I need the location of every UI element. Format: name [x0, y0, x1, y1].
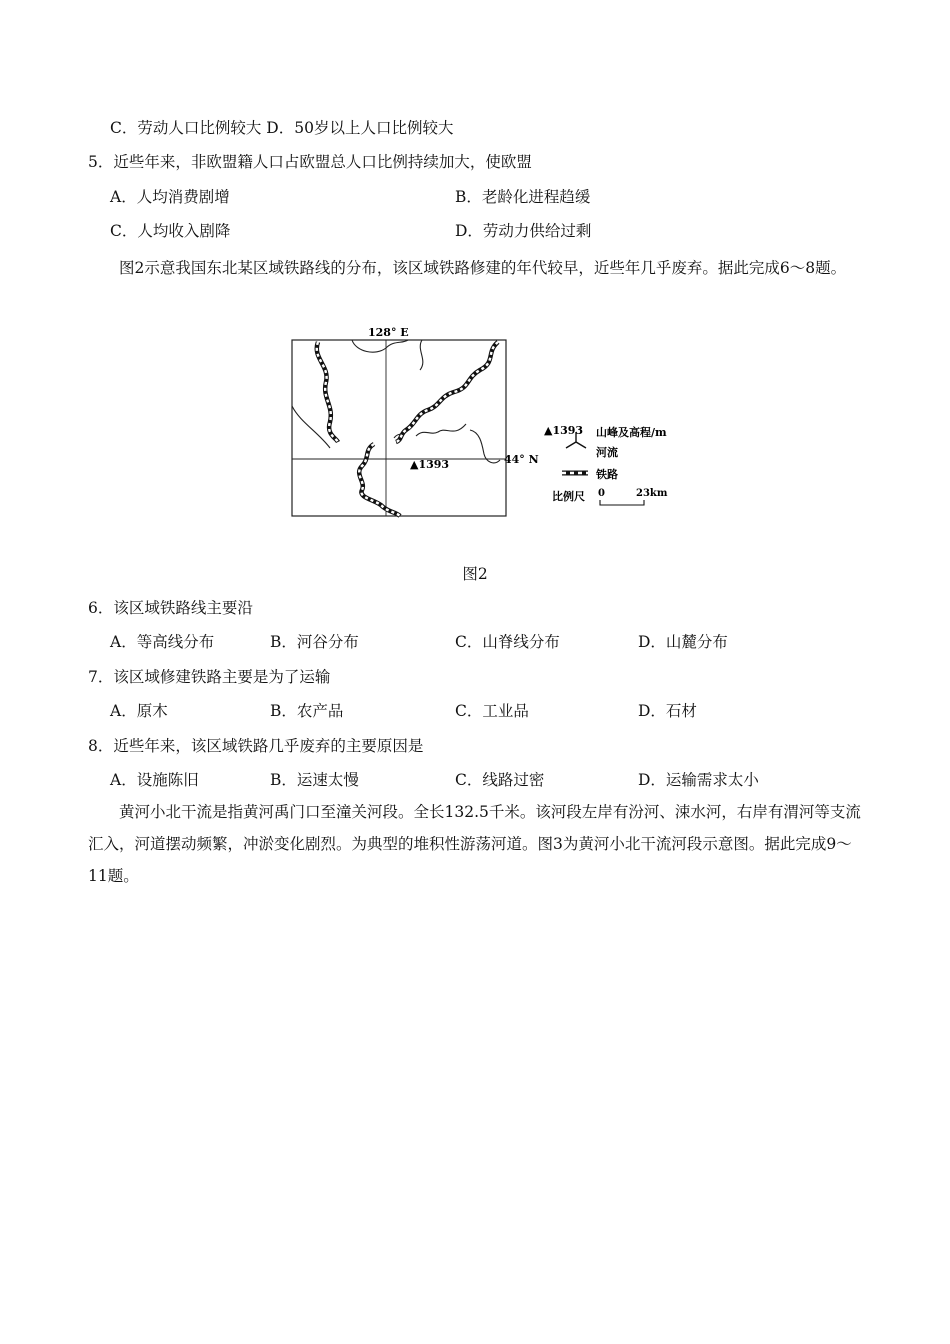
railways	[317, 342, 498, 516]
q7-stem: 7．该区域修建铁路主要是为了运输	[88, 668, 331, 686]
map-svg	[290, 326, 690, 526]
intro-6-8: 图2示意我国东北某区域铁路线的分布，该区域铁路修建的年代较早，近些年几乎废弃。据此完成6～8题。	[119, 259, 847, 277]
river-northeast	[420, 340, 423, 370]
q8-option-c: C．线路过密	[455, 771, 545, 789]
river-north	[352, 340, 408, 352]
railway-south	[359, 444, 400, 516]
q6-option-d: D．山麓分布	[638, 633, 728, 651]
q7-option-b: B．农产品	[270, 702, 344, 720]
q5-option-d: D．劳动力供给过剩	[455, 222, 592, 240]
scale-bar	[600, 500, 644, 505]
q5-stem: 5．近些年来，非欧盟籍人口占欧盟总人口比例持续加大，使欧盟	[88, 153, 532, 171]
q5-option-c: C．人均收入剧降	[110, 222, 231, 240]
scale-zero: 0	[598, 488, 605, 499]
latitude-label: 44° N	[504, 453, 539, 466]
longitude-label: 128° E	[368, 326, 409, 339]
map-legend	[544, 424, 668, 505]
q7-option-a: A．原木	[110, 702, 168, 720]
legend-peak-label: 山峰及高程/m	[596, 426, 667, 439]
rivers	[292, 340, 500, 463]
q6-stem: 6．该区域铁路线主要沿	[88, 599, 253, 617]
railway-northeast	[396, 342, 498, 442]
legend-scale-label: 比例尺	[552, 490, 585, 503]
q6-option-a: A．等高线分布	[110, 633, 215, 651]
railway-northwest	[317, 342, 338, 442]
q8-option-b: B．运速太慢	[270, 771, 359, 789]
scale-distance: 23km	[636, 488, 668, 499]
figure-2-caption: 图2	[462, 565, 488, 583]
legend-rail-label: 铁路	[596, 468, 618, 481]
river-east	[470, 430, 500, 463]
q8-option-d: D．运输需求太小	[638, 771, 759, 789]
q7-option-c: C．工业品	[455, 702, 529, 720]
intro-9-11: 黄河小北干流是指黄河禹门口至潼关河段。全长132.5千米。该河段左岸有汾河、涑水河，右岸有渭河等支流汇入，河道摆动频繁，冲淤变化剧烈。为典型的堆积性游荡河道。图3为黄河小北干流河段示意图。据此完成9～11题。	[88, 803, 861, 885]
q5-option-b: B．老龄化进程趋缓	[455, 188, 591, 206]
q8-stem: 8．近些年来，该区域铁路几乎废弃的主要原因是	[88, 737, 424, 755]
legend-peak-symbol: ▲1393	[544, 424, 584, 437]
q4-option-line: C．劳动人口比例较大 D．50岁以上人口比例较大	[110, 119, 454, 137]
q5-option-a: A．人均消费剧增	[110, 188, 230, 206]
river-west	[292, 406, 330, 448]
figure-2-map	[290, 326, 690, 530]
q6-option-b: B．河谷分布	[270, 633, 359, 651]
q7-option-d: D．石材	[638, 702, 697, 720]
q8-option-a: A．设施陈旧	[110, 771, 199, 789]
q6-option-c: C．山脊线分布	[455, 633, 560, 651]
legend-river-label: 河流	[596, 446, 618, 459]
peak-marker: ▲1393	[410, 458, 450, 471]
